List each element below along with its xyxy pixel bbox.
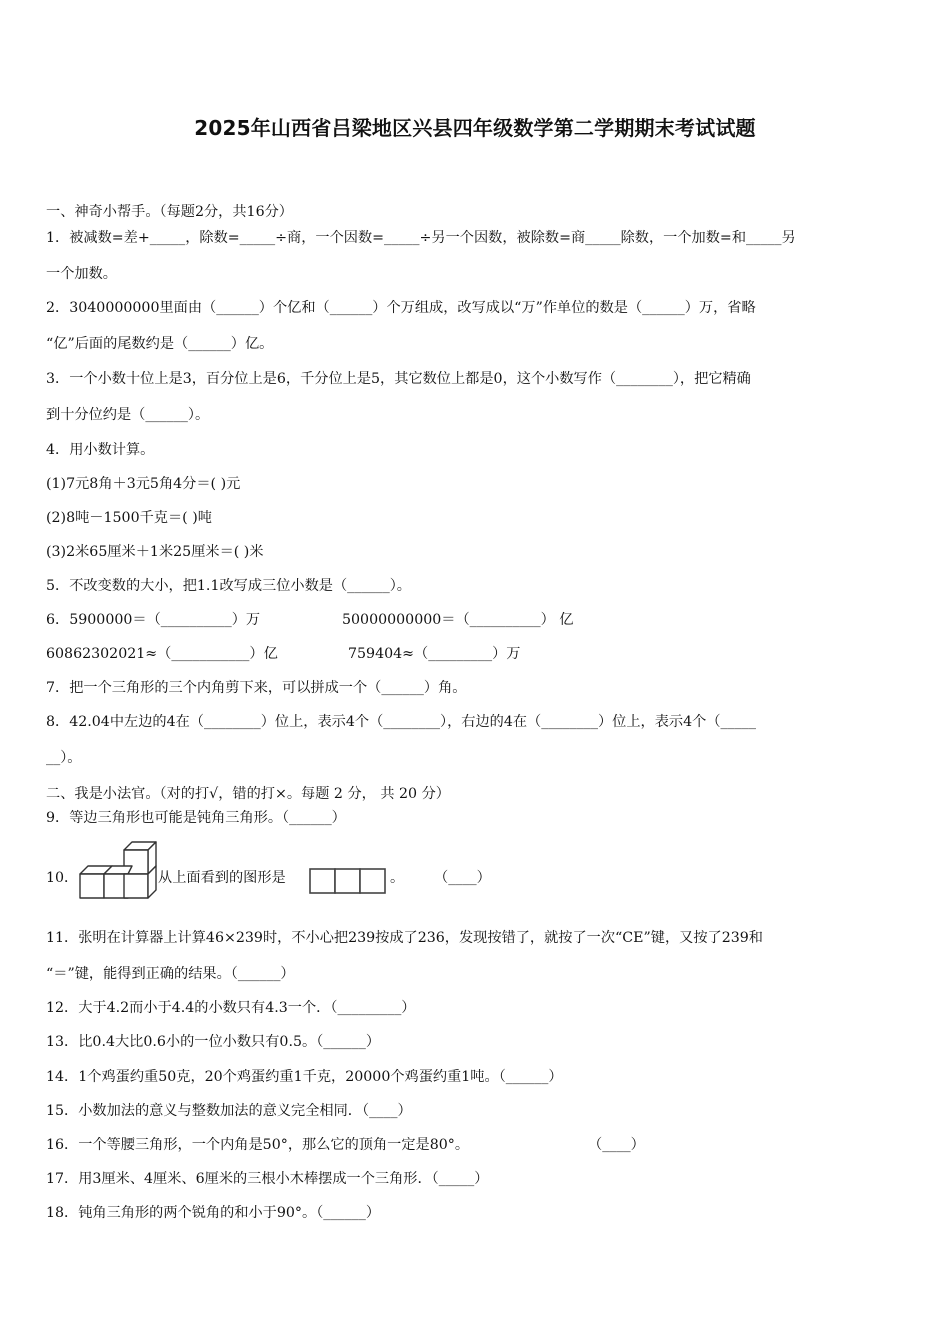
question-10-blank: （____） — [434, 870, 491, 886]
question-10-period: 。 — [390, 870, 405, 886]
question-2-line2: “亿”后面的尾数约是（______）亿。 — [46, 336, 274, 352]
question-6-d: 759404≈（_________）万 — [348, 646, 521, 662]
question-11-line2: “＝”键，能得到正确的结果。（______） — [46, 966, 295, 982]
question-4-b: (2)8吨－1500千克＝( )吨 — [46, 510, 212, 526]
question-15: 15．小数加法的意义与整数加法的意义完全相同．（____） — [46, 1103, 412, 1119]
question-16: 16．一个等腰三角形，一个内角是50°，那么它的顶角一定是80°。 — [46, 1137, 470, 1153]
page-title: 2025年山西省吕梁地区兴县四年级数学第二学期期末考试试题 — [194, 116, 756, 140]
question-8-line2: __）。 — [46, 750, 82, 766]
question-18: 18．钝角三角形的两个锐角的和小于90°。（______） — [46, 1205, 381, 1221]
question-10-number: 10． — [46, 870, 79, 886]
question-8-line1: 8．42.04中左边的4在（________）位上，表示4个（________），右边的4在（________）位上，表示4个（_____ — [46, 714, 756, 730]
question-1-line1: 1．被减数=差+_____，除数=_____÷商，一个因数=_____÷另一个因数，被除数=商_____除数，一个加数=和_____另 — [46, 230, 796, 246]
question-12: 12．大于4.2而小于4.4的小数只有4.3一个．（_________） — [46, 1000, 416, 1016]
question-3-line1: 3．一个小数十位上是3，百分位上是6，千分位上是5，其它数位上都是0，这个小数写作（________），把它精确 — [46, 371, 751, 387]
question-5: 5．不改变数的大小，把1.1改写成三位小数是（______）。 — [46, 578, 411, 594]
question-10-text: 从上面看到的图形是 — [158, 870, 286, 886]
section2-heading: 二、我是小法官。（对的打√，错的打×。每题 2 分， 共 20 分） — [46, 786, 450, 802]
question-17: 17．用3厘米、4厘米、6厘米的三根小木棒摆成一个三角形．（_____） — [46, 1171, 489, 1187]
question-4-a: (1)7元8角＋3元5角4分＝( )元 — [46, 476, 241, 492]
question-7: 7．把一个三角形的三个内角剪下来，可以拼成一个（______）角。 — [46, 680, 467, 696]
section1-heading: 一、神奇小帮手。（每题2分，共16分） — [46, 204, 293, 220]
question-6-c: 60862302021≈（___________）亿 — [46, 646, 278, 662]
question-9: 9．等边三角形也可能是钝角三角形。（______） — [46, 810, 346, 826]
question-11-line1: 11．张明在计算器上计算46×239时，不小心把239按成了236，发现按错了，就按了一次“CE”键，又按了239和 — [46, 930, 763, 946]
question-6-b: 50000000000＝（__________） 亿 — [342, 612, 574, 628]
cube-stack-figure — [76, 838, 160, 900]
question-3-line2: 到十分位约是（______）。 — [46, 407, 210, 423]
question-1-line2: 一个加数。 — [46, 266, 117, 282]
question-4-c: (3)2米65厘米＋1米25厘米＝( )米 — [46, 544, 264, 560]
top-view-figure — [308, 866, 388, 896]
question-4-heading: 4．用小数计算。 — [46, 442, 155, 458]
question-6-a: 6．5900000＝（__________）万 — [46, 612, 261, 628]
question-16-blank: （____） — [588, 1137, 645, 1153]
question-13: 13．比0.4大比0.6小的一位小数只有0.5。（______） — [46, 1034, 381, 1050]
question-14: 14．1个鸡蛋约重50克，20个鸡蛋约重1千克，20000个鸡蛋约重1吨。（______） — [46, 1069, 563, 1085]
question-2-line1: 2．3040000000里面由（______）个亿和（______）个万组成，改写成以“万”作单位的数是（______）万，省略 — [46, 300, 756, 316]
